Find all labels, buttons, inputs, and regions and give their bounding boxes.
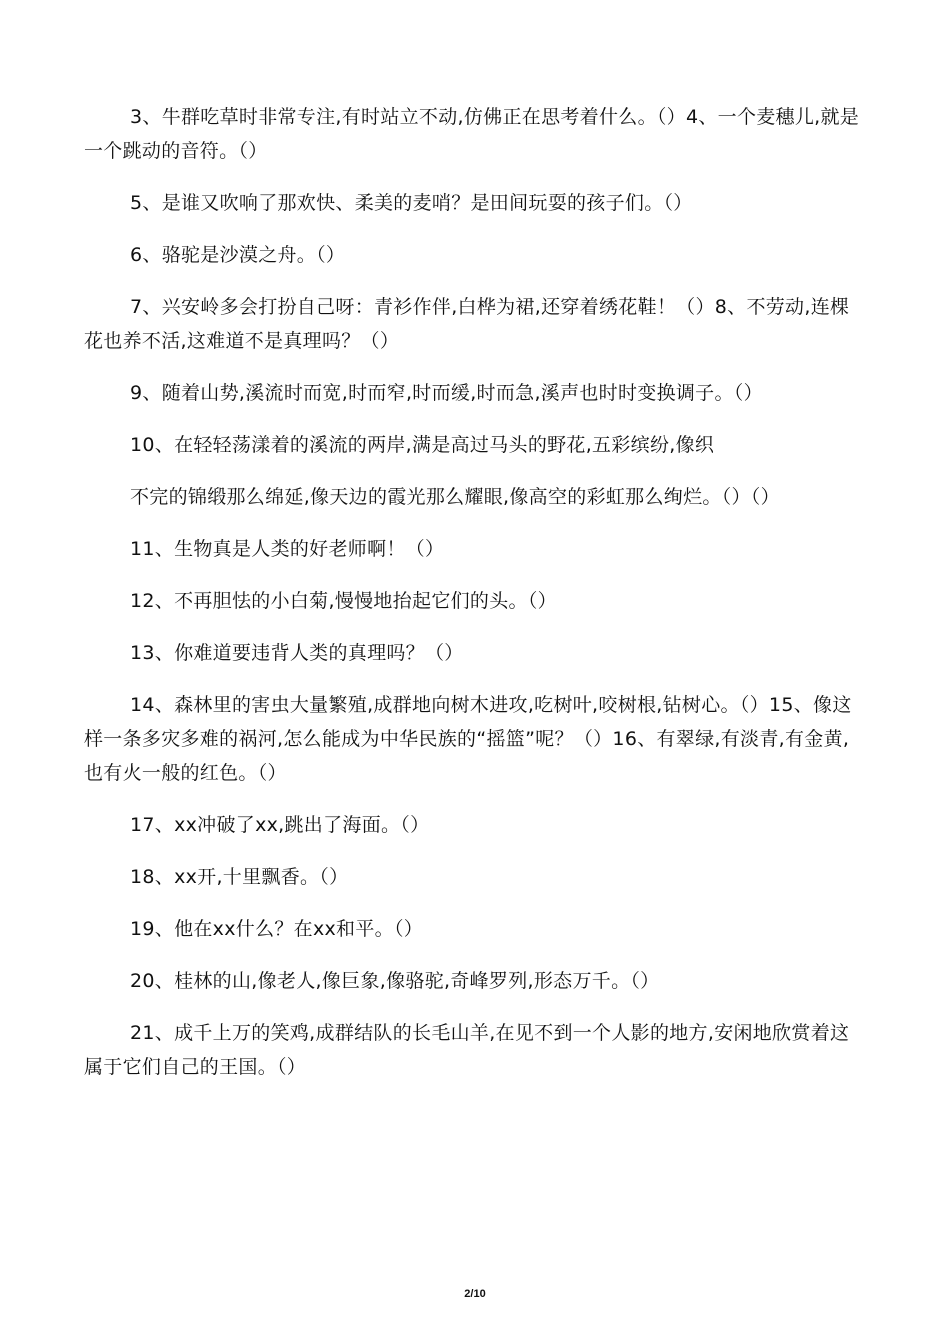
paragraph-18: 18、xx开,十里飘香。（） — [130, 866, 349, 888]
paragraph-3-4: 3、牛群吃草时非常专注,有时站立不动,仿佛正在思考着什么。（）4、一个麦穗儿,就是一个跳动的音符。（） — [84, 106, 860, 162]
paragraph-6: 6、骆驼是沙漠之舟。（） — [130, 244, 346, 266]
paragraph-20: 20、桂林的山,像老人,像巨象,像骆驼,奇峰罗列,形态万千。（） — [130, 970, 660, 992]
paragraph-12: 12、不再胆怯的小白菊,慢慢地抬起它们的头。（） — [130, 590, 557, 612]
paragraph-17: 17、xx冲破了xx,跳出了海面。（） — [130, 814, 430, 836]
paragraph-14-16: 14、森林里的害虫大量繁殖,成群地向树木进攻,吃树叶,咬树根,钻树心。（）15、像这样一条多灾多难的祸河,怎么能成为中华民族的“摇篮”呢？（）16、有翠绿,有淡青,有金黄,也有火一般的红色。（） — [84, 694, 852, 784]
paragraph-9: 9、随着山势,溪流时而宽,时而窄,时而缓,时而急,溪声也时时变换调子。（） — [130, 382, 763, 404]
paragraph-13: 13、你难道要违背人类的真理吗？（） — [130, 642, 464, 664]
page-number: 2/10 — [464, 1288, 486, 1300]
paragraph-11: 11、生物真是人类的好老师啊！（） — [130, 538, 445, 560]
paragraph-7-8: 7、兴安岭多会打扮自己呀：青衫作伴,白桦为裙,还穿着绣花鞋！（）8、不劳动,连棵花也养不活,这难道不是真理吗？（） — [84, 296, 850, 352]
paragraph-5: 5、是谁又吹响了那欢快、柔美的麦哨？是田间玩耍的孩子们。（） — [130, 192, 693, 214]
paragraph-10-part1: 10、在轻轻荡漾着的溪流的两岸,满是高过马头的野花,五彩缤纷,像织 — [130, 434, 715, 456]
paragraph-10-part2: 不完的锦缎那么绵延,像天边的霞光那么耀眼,像高空的彩虹那么绚烂。（）（） — [130, 486, 780, 508]
paragraph-21: 21、成千上万的笑鸡,成群结队的长毛山羊,在见不到一个人影的地方,安闲地欣赏着这属于它们自己的王国。（） — [84, 1022, 850, 1078]
paragraph-19: 19、他在xx什么？在xx和平。（） — [130, 918, 424, 940]
document-body — [84, 100, 864, 1102]
